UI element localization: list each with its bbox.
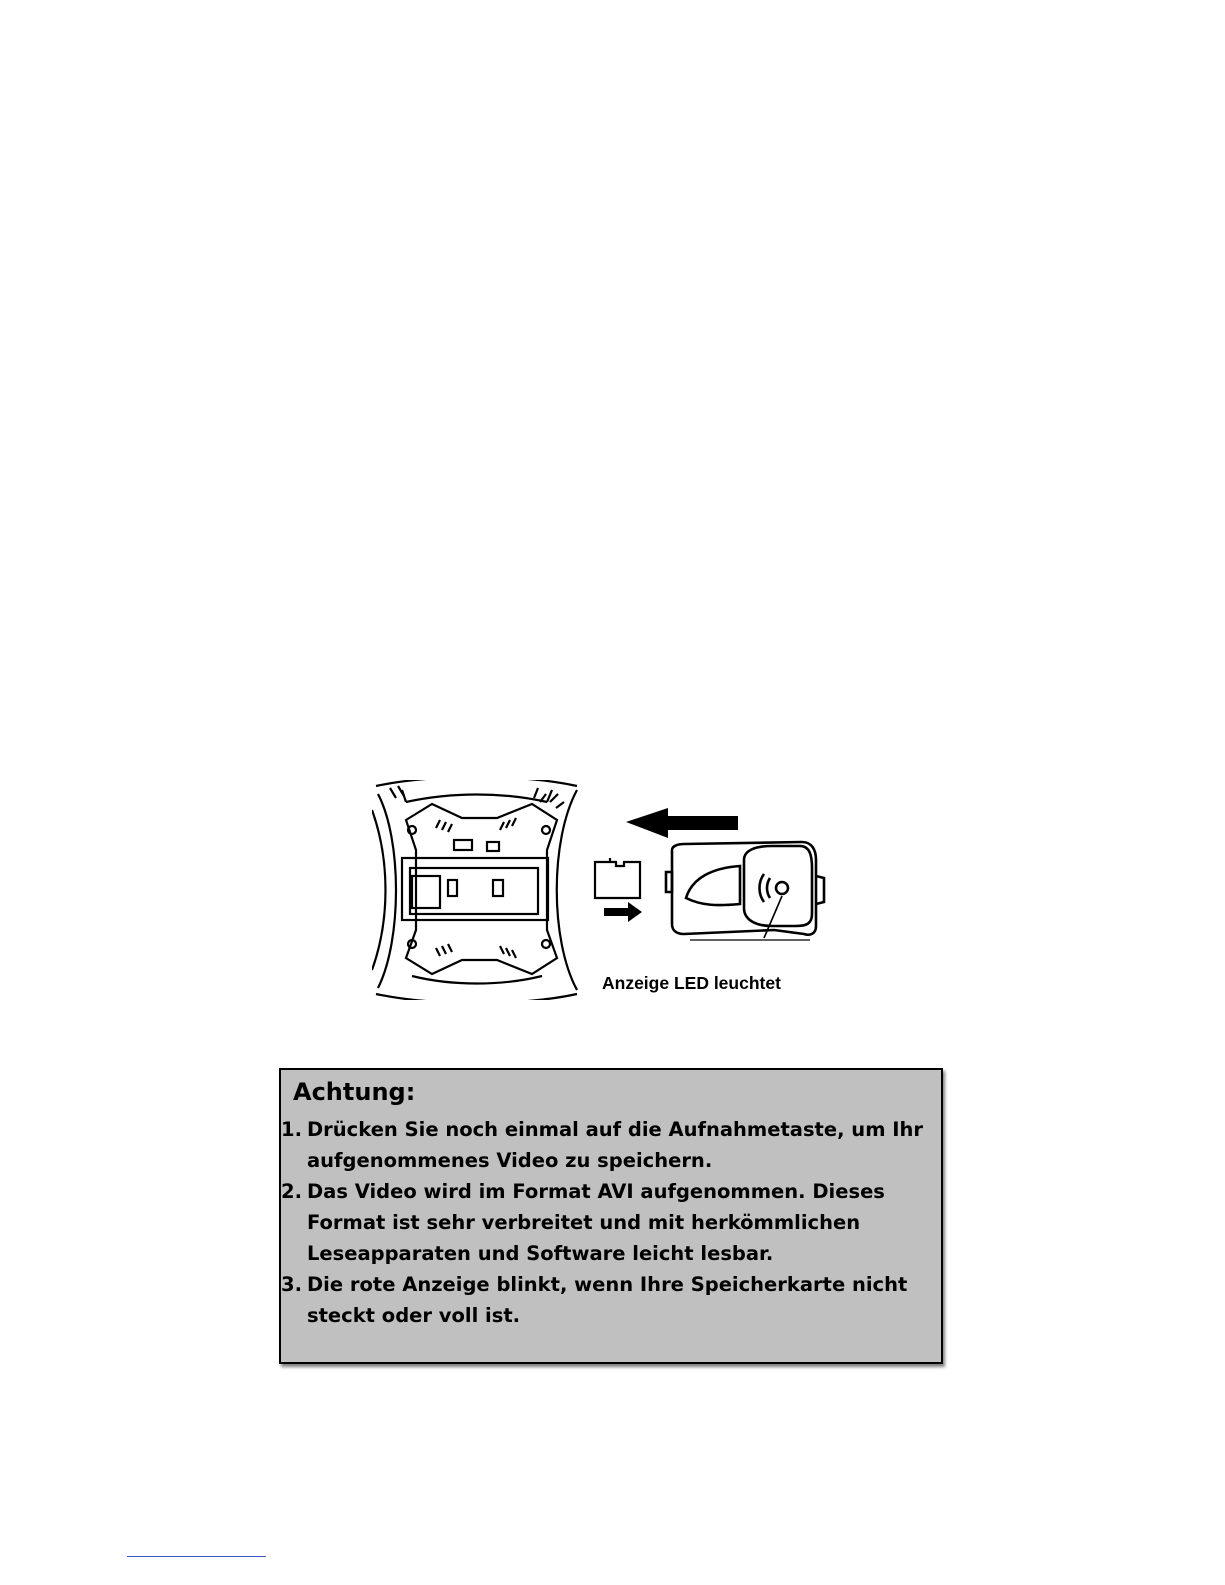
list-item (281, 1176, 931, 1269)
camera-install-figure (372, 780, 832, 1000)
notice-list (281, 1114, 931, 1331)
memory-card-icon (595, 858, 640, 898)
quadcopter-bottom-icon (372, 780, 577, 1000)
camera-module-icon (666, 842, 824, 940)
item-text: Drücken Sie noch einmal auf die Aufnahmetaste, um Ihr aufgenommenes Video zu speichern. (307, 1118, 924, 1172)
item-text: Das Video wird im Format AVI aufgenommen. Dieses Format ist sehr verbreitet und mit herkömmlichen Leseapparaten und Software leicht lesbar. (307, 1180, 885, 1265)
notice-box (279, 1068, 943, 1364)
list-item (281, 1269, 931, 1331)
list-item (281, 1114, 931, 1176)
led-caption: Anzeige LED leuchtet (602, 973, 781, 993)
item-number: 1. (281, 1118, 302, 1141)
item-number: 2. (281, 1180, 302, 1203)
footer-link-underline[interactable] (127, 1556, 266, 1557)
notice-title: Achtung: (293, 1078, 416, 1106)
item-text: Die rote Anzeige blinkt, wenn Ihre Speicherkarte nicht steckt oder voll ist. (307, 1273, 908, 1327)
arrow-left-icon (626, 808, 738, 838)
arrow-right-icon (604, 902, 642, 922)
item-number: 3. (281, 1273, 302, 1296)
